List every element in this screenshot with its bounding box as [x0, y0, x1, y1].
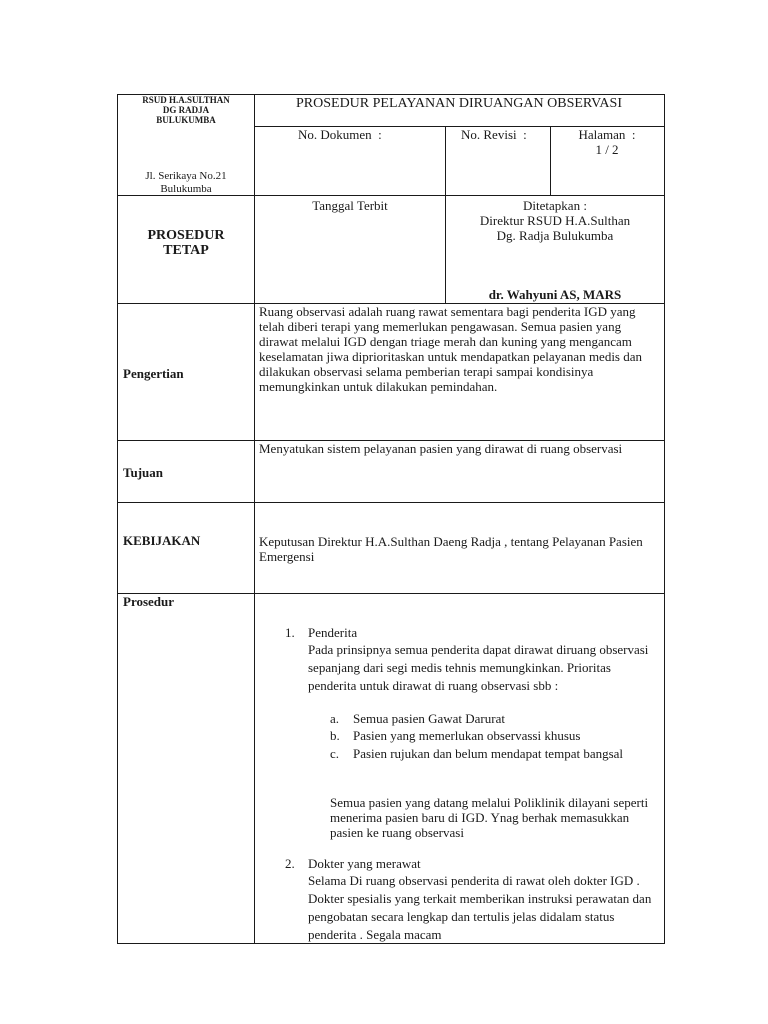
table-border-bottom	[117, 943, 665, 944]
column-divider	[254, 94, 255, 944]
ditetapkan-position: Direktur RSUD H.A.Sulthan	[479, 213, 631, 228]
prosedur-item-text: Selama Di ruang observasi penderita di rawat oleh dokter IGD . Dokter spesialis yang terkait memberikan instruksi perawatan dan pengobatan secara lengkap dan tertulis jelas didalam status penderita . Segala macam	[308, 873, 652, 942]
hospital-name-line2: DG RADJA	[162, 105, 210, 115]
pengertian-label: Pengertian	[123, 366, 184, 381]
no-dokumen-label: No. Dokumen :	[298, 127, 382, 142]
pengertian-text: Ruang observasi adalah ruang rawat sementara bagi penderita IGD yang telah diberi terapi yang memerlukan pengawasan. Semua pasien yang dirawat melalui IGD dengan triage merah dan kuning yang mengancam keselamatan jiwa diprioritaskan untuk mendapatkan pelayanan medis dan dilakukan observasi selama pemberian terapi sampai kondisinya memungkinkan untuk dilakukan pemindahan.	[259, 304, 643, 394]
row-separator	[117, 502, 665, 503]
document-title: PROSEDUR PELAYANAN DIRUANGAN OBSERVASI	[296, 96, 622, 111]
subitem-text: Semua pasien Gawat Darurat	[353, 711, 505, 726]
prosedur-item-title: Penderita	[308, 625, 358, 640]
prosedur-item-number: 2.	[285, 856, 295, 871]
prosedur-item-title: Dokter yang merawat	[308, 856, 421, 871]
row-separator	[117, 593, 665, 594]
ditetapkan-institution: Dg. Radja Bulukumba	[496, 228, 614, 243]
hospital-name-line3: BULUKUMBA	[156, 115, 216, 125]
hospital-address-line2: Bulukumba	[160, 183, 212, 195]
tanggal-terbit-label: Tanggal Terbit	[312, 198, 388, 213]
protap-divider	[445, 195, 446, 304]
no-revisi-label: No. Revisi :	[461, 127, 527, 142]
table-border-left	[117, 94, 118, 944]
subitem-text: Pasien rujukan dan belum mendapat tempat bangsal	[353, 746, 624, 761]
subitem-text: Pasien yang memerlukan observassi khusus	[353, 728, 581, 743]
prosedur-note: Semua pasien yang datang melalui Poliklinik dilayani seperti menerima pasien baru di IGD. Ynag berhak memasukkan pasien ke ruang observasi	[330, 795, 649, 840]
subitem-letter: b.	[330, 728, 340, 743]
prosedur-label: Prosedur	[123, 594, 175, 609]
prosedur-item-number: 1.	[285, 625, 295, 640]
table-border-right	[664, 94, 665, 944]
subitem-letter: a.	[330, 711, 340, 726]
tujuan-text: Menyatukan sistem pelayanan pasien yang dirawat di ruang observasi	[259, 441, 623, 456]
halaman-label: Halaman :	[578, 127, 636, 142]
tujuan-label: Tujuan	[123, 465, 163, 480]
kebijakan-text: Keputusan Direktur H.A.Sulthan Daeng Radja , tentang Pelayanan Pasien Emergensi	[259, 534, 643, 564]
header-divider-2	[550, 126, 551, 196]
signatory-name: dr. Wahyuni AS, MARS	[488, 287, 622, 302]
hospital-address-line1: Jl. Serikaya No.21	[145, 170, 227, 182]
protap-label-line2: TETAP	[163, 243, 209, 258]
header-divider-1	[445, 126, 446, 196]
subitem-letter: c.	[330, 746, 340, 761]
ditetapkan-label: Ditetapkan :	[523, 198, 587, 213]
prosedur-item-text: Pada prinsipnya semua penderita dapat dirawat diruang observasi sepanjang dari segi medis tehnis memungkinkan. Prioritas penderita untuk dirawat di ruang observasi sbb :	[308, 642, 649, 693]
halaman-value: 1 / 2	[595, 142, 619, 157]
kebijakan-label: KEBIJAKAN	[123, 533, 201, 548]
hospital-name-line1: RSUD H.A.SULTHAN	[142, 95, 230, 105]
protap-label-line1: PROSEDUR	[147, 228, 225, 243]
